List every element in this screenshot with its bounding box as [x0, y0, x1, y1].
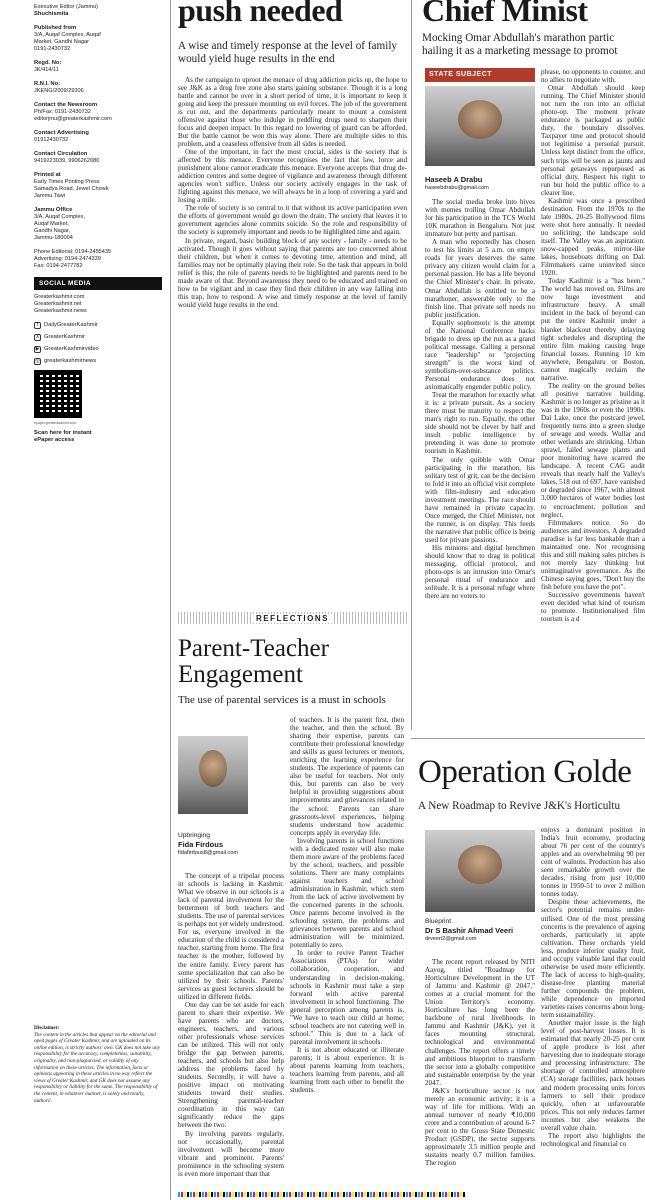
- color-swatch: [211, 1192, 213, 1197]
- website-link[interactable]: Greaterkashmir.com: [34, 294, 85, 300]
- printed-line: Samadya Road, Jewel Chowk: [34, 186, 109, 192]
- color-swatch: [178, 1192, 180, 1197]
- color-swatch: [382, 1192, 384, 1197]
- color-swatch: [409, 1192, 411, 1197]
- operation-col1: [425, 958, 535, 1190]
- author-byline: [425, 918, 535, 942]
- color-swatch: [274, 1192, 276, 1197]
- social-media-header: SOCIAL MEDIA: [34, 277, 162, 290]
- color-swatch: [271, 1192, 273, 1197]
- column-rule: [411, 0, 412, 730]
- color-swatch: [259, 1192, 261, 1197]
- executive-editor: [34, 4, 162, 18]
- social-link-label: GreaterKashmirvideo: [44, 346, 99, 352]
- operation-paragraph: The recent report released by NITI Aayog, titled "Roadmap for Horticulture Development in the UT of Jammu and Kashmir @ 2047," comes at a crucial moment for the Union Territory's economy. Horticulture has long been the backbone of rural livelihoods in Jammu and Kashmir (J&K), yet it faces mounting structural, technological and environmental challenges. The report offers a timely and ambitious blueprint to transform the sector into a globally competitive and sustainable enterprise by the year 2047.: [425, 958, 535, 1087]
- color-swatch: [442, 1192, 444, 1197]
- advertising-line: 01912430732: [34, 137, 69, 143]
- color-swatch: [196, 1192, 198, 1197]
- facebook-icon: f: [34, 322, 41, 329]
- color-swatch: [361, 1192, 363, 1197]
- chief-minister-paragraph: Omar Abdullah should keep running. The Chief Minister should not turn the run into an official photo-op. The moment private endurance is packaged as public duty, the boundary dissolves. Taxpayer time and protocol should not legitimise a personal pursuit. Unless kept distinct from the office, such trips will be seen as jaunts and personal getaways repurposed as official duty. Respect his right to run but hold the public office to a clearer line.: [541, 84, 645, 197]
- color-swatch: [424, 1192, 426, 1197]
- color-swatch: [238, 1192, 240, 1197]
- chief-minister-paragraph: Kashmir was once a prescribed destination. From the 1970s to the late 1980s, 20-25 Bollywood films were shot here annually. It needed no soliciting; the landscape sold itself. The Valley was an aspiration: snow-capped peaks, mirror-like lakes, houseboats drifting on Dal. Filmmakers came uninvited since 1920.: [541, 196, 645, 278]
- author-name: Haseeb A Drabu: [425, 175, 483, 184]
- color-swatch: [448, 1192, 450, 1197]
- social-link-label: DailyGreaterKashmir: [44, 322, 98, 328]
- newsroom-line: Ph/Fax: 0191-2430732: [34, 109, 91, 115]
- editorial-paragraph: As the campaign to uproot the menace of drug addiction picks up, the hope to see J&K as a drug free zone also starts gaining substance. Though it is a long battle and cannot be over in a short period of time, it is important to keep it going and keep the pressure mounting on evil forces. The job of the government is cut out, and the departments particularly meant to mount a consistent offensive against those who indulge in peddling drugs need to sharpen their focus and deepen impact. In this regard no lowering of guard can be afforded. But the battle cannot be won this way alone. There are multiple sides to this problem, and a ceaseless offensive from all sides is needed.: [178, 75, 407, 148]
- chief-minister-paragraph: His minions and digital henchmen should know that to drag in political messaging, official protocol, and photo-ops is an intrusion into Omar's personal ritual of endurance and solitude. It is a personal refuge where there are no voters to: [425, 544, 535, 601]
- color-swatch: [445, 1192, 447, 1197]
- parent-teacher-deck: The use of parental services is a must in schools: [178, 694, 386, 706]
- editorial-headline: push needed: [178, 0, 343, 28]
- chief-minister-deck-line: Mocking Omar Abdullah's marathon partic: [422, 32, 615, 44]
- qr-code: [34, 370, 82, 418]
- color-swatch: [214, 1192, 216, 1197]
- disclaimer-text: The content in the articles that appear on the editorial and oped pages of Greater Kashmir, and are uploaded on its online edition, is strictly authors' own. GK does not take any responsibility for the accuracy, completeness, suitability, originality, and non-plagiarised, or validity of any information on these articles. The information, facts or opinions appearing in these articles in no way reflect the views of Greater Kashmir, and GK does not assume any responsibility or liability for the same. The responsibility of the content, in whatever manner, is solely and totally, authors'.: [34, 1031, 160, 1104]
- color-swatch: [217, 1192, 219, 1197]
- chief-minister-paragraph: A man who reportedly has chosen to test his limits at 5 a.m. on empty roads for years deserves the same privacy any citizen would claim for a personal passion. He has a life beyond the Chief Minister's chair. In private, Omar Abdullah is entitled to be a marathoner, answerable only to the finish line. That private self needs no public justification.: [425, 238, 535, 319]
- color-swatch: [319, 1192, 321, 1197]
- social-link[interactable]: [34, 358, 162, 365]
- color-swatch: [253, 1192, 255, 1197]
- color-swatch: [439, 1192, 441, 1197]
- author-photo: [425, 830, 535, 912]
- jammu-office-line: Jammu-180004: [34, 235, 73, 241]
- color-swatch: [397, 1192, 399, 1197]
- color-swatch: [223, 1192, 225, 1197]
- website-list: [34, 294, 162, 315]
- editorial-paragraph: The role of society is so central to it that without its active participation even the efforts of government would go down the drain. The society that leaves it to government agencies alone commits suicide. So the role and responsibility of the society is supremely important and needs to be highlighted time and again.: [178, 204, 407, 237]
- color-swatch: [301, 1192, 303, 1197]
- color-swatch: [310, 1192, 312, 1197]
- chief-minister-deck-line: hailing it as a marketing message to promot: [422, 45, 618, 57]
- color-swatch: [463, 1192, 465, 1197]
- editorial-article: [178, 0, 407, 309]
- printed-line: Jammu Tawi: [34, 193, 65, 199]
- color-swatch: [427, 1192, 429, 1197]
- color-swatch: [220, 1192, 222, 1197]
- author-name: Fida Firdous: [178, 840, 223, 849]
- chief-minister-paragraph: Treat the marathon for exactly what it is: a private pursuit. As a society there must be maturity to respect the man's right to run. Equally, the other side should not be clever by half and insult public intelligence by pretending it was done to promote tourism in Kashmir.: [425, 391, 535, 456]
- published-from-line: Market, Gandhi Nagar: [34, 39, 90, 45]
- operation-paragraph: Despite these achievements, the sector's potential remains under-utilised. One of the most pressing concerns is the prevalence of ageing orchards, particularly in apple cultivation. These orchards yield less, produce inferior quality fruit, and occupy valuable land that could otherwise be used more efficiently. The lack of access to high-quality, disease-free planting material further compounds the problem, while dependence on imported varieties raises concerns about long-term sustainability.: [541, 898, 645, 1020]
- operation-col2: [541, 826, 645, 1190]
- color-swatch: [370, 1192, 372, 1197]
- printed-at: [34, 172, 162, 200]
- parent-teacher-headline-line: Parent-Teacher: [178, 635, 329, 662]
- chief-minister-paragraph: Equally sophomoric is the attempt of the National Conference hacks brigade to dress up the run as a grand political message. Calling a personal race "leadership" or "projecting strength" is the worst kind of symbolism-over-substance politics. Personal endurance does not axiomatically engender public policy.: [425, 318, 535, 392]
- newsroom-email[interactable]: editorjmu@greaterkashmir.com: [34, 116, 112, 122]
- operation-paragraph: enjoys a dominant position in India's fruit economy, producing about 76 per cent of the country's apples and an overwhelming 90 per cent of walnuts. Production has also seen remarkable growth over the decades, rising from just 10,000 tonnes in 1950-51 to over 2 million tonnes today.: [541, 826, 645, 899]
- color-swatch: [352, 1192, 354, 1197]
- operation-deck: A New Roadmap to Revive J&K's Horticultu: [418, 800, 621, 812]
- rni-value: JKENG/2009/29306: [34, 88, 84, 94]
- author-byline: [425, 174, 535, 191]
- parent-teacher-paragraph: In order to revive Parent Teacher Associations (PTAs) for wider collaboration, cooperation, and understanding in decision-making, schools in Kashmir must take a step forward with active parental involvement in school functioning. The general perception among parents is, "We have to teach our child at home; school teachers are not catering well in school." This is due to a lack of parental involvement in schools.: [290, 949, 404, 1046]
- qr-cta-line: ePaper access: [34, 437, 75, 443]
- author-name: Dr S Bashir Ahmad Veeri: [425, 926, 514, 935]
- executive-editor-label: Executive Editor (Jammu): [34, 4, 99, 10]
- regd-value: JK/414/11: [34, 67, 59, 73]
- color-swatch: [391, 1192, 393, 1197]
- phone-numbers: [34, 249, 162, 270]
- editorial-paragraph: In private, regard, basic building block of any society - family - needs to be activated. Though it goes without saying that parents are too concerned about their children, but when it comes to devoting time, attention and mind, all families may not be optimally playing their role. So the task that appears in bold relief is this; the role of parents needs to be highlighted and parents need to be made aware of that. Beyond awareness they need to be educated and trained on how to be vigilant and in case they find their children in any way falling into this trap, how to respond. A wise and timely response at the level of family would yield huge results in the end.: [178, 236, 407, 309]
- qr-cta-line: Scan here for instant: [34, 430, 92, 436]
- section-rule: [411, 738, 645, 739]
- color-swatch: [184, 1192, 186, 1197]
- parent-teacher-paragraph: One day can be set aside for each parent to share their expertise. We have parents who are doctors, engineers, teachers, and various other professionals whose services can be utilized. This will not only bridge the gap between parents, teachers, and schools but also help address the problems faced by students. Secondly, it will have a positive impact on motivating students toward their studies. Strengthening parental-teacher coordination in this way can significantly reduce the gaps between the two.: [178, 1000, 284, 1130]
- color-swatch: [385, 1192, 387, 1197]
- social-link-label: greaterkashmirnews: [44, 358, 97, 364]
- chief-minister-paragraph: The social media broke into hives with memes trolling Omar Abdullah for his participation in the TCS World 10K marathon in Bengaluru. Not just immature but petty and partisan.: [425, 198, 535, 239]
- x-icon: X: [35, 334, 40, 340]
- chief-minister-deck: [422, 32, 645, 58]
- social-link[interactable]: [34, 322, 162, 329]
- social-links: [34, 322, 162, 365]
- editorial-paragraph: One of the important, in fact the most crucial, sides is the society that is affected by this menace. Everyone recognises the fact that law, force and punishment alone cannot eradicate this menace. Everyone accepts that drug de-addiction centres and some degree of vigilance and awareness through different agencies won't suffice. Unless our society actively engages in the task of fighting against this menace, we will always be in a loop of covering a yard and losing a mile.: [178, 148, 407, 205]
- color-swatch: [460, 1192, 462, 1197]
- newsroom-head: Contact the Newsroom: [34, 102, 98, 108]
- color-swatch: [265, 1192, 267, 1197]
- author-photo: [425, 86, 535, 166]
- jammu-office-line: Gandhi Nagar,: [34, 228, 71, 234]
- rni-number: [34, 81, 162, 95]
- color-swatch: [400, 1192, 402, 1197]
- published-from: [34, 25, 162, 53]
- color-swatch: [328, 1192, 330, 1197]
- published-from-line: 0191-2430732: [34, 46, 71, 52]
- jammu-office: [34, 207, 162, 242]
- chief-minister-paragraph: Filmmakers notice. So do audiences and investors. A degraded paradise is far less bankable than a maintained one. Not recognising this and still making sales pitches is not merely lazy thinking but unimaginative governance. As the Chinese saying goes, "Don't buy the fish before you have the pot".: [541, 518, 645, 591]
- color-swatch: [298, 1192, 300, 1197]
- color-swatch: [229, 1192, 231, 1197]
- color-swatch: [187, 1192, 189, 1197]
- author-email[interactable]: haseebdrabu@gmail.com: [425, 185, 489, 191]
- disclaimer: [34, 1025, 162, 1104]
- color-swatch: [334, 1192, 336, 1197]
- color-swatch: [283, 1192, 285, 1197]
- color-swatch: [262, 1192, 264, 1197]
- color-swatch: [304, 1192, 306, 1197]
- contact-newsroom: [34, 102, 162, 123]
- parent-teacher-col2: [290, 716, 404, 1094]
- chief-minister-paragraph: please, no opponents to counter, and no allies to negotiate with.: [541, 68, 645, 85]
- parent-teacher-paragraph: The concept of a tripolar process in schools is lacking in Kashmir. What we observe in our schools is a lack of parental involvement for the betterment of both teachers and students. The use of parental services is perhaps not yet widely understood. For us, everyone involved in the education of the child is considered a teacher, starting from home. The first teacher is the mother, followed by the entire family. Every parent has some specialization that can also be utilized by their schools. Parents' services as guest lecturers should be utilized in different fields.: [178, 872, 284, 1001]
- published-from-line: 3/A, Auqaf Complex, Auqaf: [34, 32, 101, 38]
- phone-line: Advertising: 0194-2474339: [34, 256, 101, 262]
- color-swatch: [412, 1192, 414, 1197]
- color-swatch: [340, 1192, 342, 1197]
- print-color-bar: [178, 1192, 645, 1197]
- chief-minister-paragraph: The reality on the ground belies all positive narrative building. Kashmir is no longer as pristine as it was in the 1960s or even the 1990s. Dal Lake, once the postcard jewel, frequently turns into a green sludge of sewage and weeds. Wullar and other wetlands are shrinking. Urban sprawl, failed sewage plants and poor monitoring have scarred the landscape. A recent CAG audit reveals that nearly half the Valley's lakes, 518 out of 697, have vanished or degraded since 1967, with almost 3,000 hectares of water bodies lost to encroachment, pollution and neglect.: [541, 381, 645, 519]
- instagram-icon: ◎: [35, 358, 40, 364]
- color-swatch: [349, 1192, 351, 1197]
- parent-teacher-headline-line: Engagement: [178, 661, 303, 688]
- color-swatch: [307, 1192, 309, 1197]
- color-swatch: [295, 1192, 297, 1197]
- color-swatch: [202, 1192, 204, 1197]
- rni-head: R.N.I. No:: [34, 81, 61, 87]
- color-swatch: [247, 1192, 249, 1197]
- author-byline: [178, 832, 278, 856]
- published-from-head: Published from: [34, 25, 77, 31]
- color-swatch: [289, 1192, 291, 1197]
- chief-minister-paragraph: The only quibble with Omar participating in the marathon, his solitary test of grit, can be the decision to fold it into an official visit complete with film-industry and education investment meetings. The race should have remained in private capacity. Once merged, the Chief Minister, not the runner, is on display. This feeds the narrative that public office is being used for private passions.: [425, 455, 535, 544]
- color-swatch: [208, 1192, 210, 1197]
- operation-headline: Operation Golde: [418, 754, 632, 790]
- social-link-label: GreaterKashmir: [44, 334, 85, 340]
- operation-paragraph: J&K's horticulture sector is not merely an economic activity; it is a way of life for millions. With an annual turnover of nearly ₹10,000 crore and a contribution of around 6-7 per cent to the Gross State Domestic Product (GSDP), the sector supports approximately 3.5 million people and sustains nearly 0.7 million families. The region: [425, 1086, 535, 1168]
- chief-minister-col2: [541, 68, 645, 734]
- color-swatch: [190, 1192, 192, 1197]
- qr-note: epaper.greaterkashmir.com: [34, 421, 77, 425]
- social-link[interactable]: [34, 346, 162, 353]
- circulation-line: 9419223039, 9906262080: [34, 158, 100, 164]
- chief-minister-col1: [425, 198, 535, 600]
- advertising-head: Contact Advertising: [34, 130, 89, 136]
- color-swatch: [193, 1192, 195, 1197]
- color-swatch: [244, 1192, 246, 1197]
- color-swatch: [364, 1192, 366, 1197]
- color-swatch: [226, 1192, 228, 1197]
- color-swatch: [331, 1192, 333, 1197]
- phone-line: Phone Editorial: 0194-2455435: [34, 249, 112, 255]
- jammu-office-line: 3/A, Auqaf Complex,: [34, 214, 85, 220]
- disclaimer-title: Disclaimer:: [34, 1025, 60, 1031]
- color-swatch: [343, 1192, 345, 1197]
- color-swatch: [418, 1192, 420, 1197]
- operation-paragraph: Another major issue is the high level of post-harvest losses. It is estimated that nearly 20-25 per cent of apple produce is lost after harvesting due to inadequate storage and processing infrastructure. The shortage of controlled atmosphere (CA) storage facilities, pack houses and modern processing units forces farmers to sell their produce quickly, often at unfavourable prices. This not only reduces farmer incomes but also weakens the overall value chain.: [541, 1019, 645, 1132]
- color-swatch: [454, 1192, 456, 1197]
- author-email[interactable]: fidafirdous8@gmail.com: [178, 850, 239, 856]
- color-swatch: [322, 1192, 324, 1197]
- color-swatch: [451, 1192, 453, 1197]
- color-swatch: [379, 1192, 381, 1197]
- chief-minister-headline: Chief Minist: [422, 0, 588, 28]
- color-swatch: [436, 1192, 438, 1197]
- color-swatch: [277, 1192, 279, 1197]
- color-swatch: [433, 1192, 435, 1197]
- color-swatch: [286, 1192, 288, 1197]
- color-swatch: [358, 1192, 360, 1197]
- social-link[interactable]: [34, 334, 162, 341]
- color-swatch: [205, 1192, 207, 1197]
- column-rule: [170, 0, 171, 1200]
- parent-teacher-paragraph: of teachers. It is the parent first, then the teacher, and then the school. By sharing their expertise, parents can contribute their professional knowledge and skills as guest lecturers or mentors, enriching the learning experience for students. The experience of parents can also be useful for teachers. Not only this, but parents can also be very helpful in providing suggestions about improvements and grievances related to the school. Parents can share grassroots-level experiences, helping students understand how academic concepts apply in everyday life.: [290, 716, 404, 837]
- state-subject-label: STATE SUBJECT: [425, 68, 535, 82]
- color-swatch: [394, 1192, 396, 1197]
- regd-number: [34, 60, 162, 74]
- color-swatch: [313, 1192, 315, 1197]
- author-email[interactable]: drveeri2@gmail.com: [425, 936, 477, 942]
- qr-cta: [34, 430, 162, 444]
- printed-head: Printed at: [34, 172, 61, 178]
- color-swatch: [421, 1192, 423, 1197]
- jammu-office-line: Auqaf Market,: [34, 221, 69, 227]
- color-swatch: [316, 1192, 318, 1197]
- color-swatch: [457, 1192, 459, 1197]
- color-swatch: [415, 1192, 417, 1197]
- chief-minister-paragraph: Today Kashmir is a "has been." The world has moved on. Films are now huge investment and infrastructure heavy. A small incident in the back of beyond can put the entire Kashmir under a blanket blackout thereby delaying tight schedules and disrupting the entire film making causing huge financial losses. Running 10 km anywhere, Bengaluru or Boston, cannot magically reclaim the narrative.: [541, 277, 645, 382]
- color-swatch: [199, 1192, 201, 1197]
- author-kind: Upbringing: [178, 832, 210, 839]
- color-swatch: [388, 1192, 390, 1197]
- editorial-deck: A wise and timely response at the level of family would yield huge results in the end: [178, 40, 398, 65]
- color-swatch: [292, 1192, 294, 1197]
- masthead-sidebar: [0, 0, 170, 1200]
- executive-editor-name: Shuchismita: [34, 11, 69, 17]
- contact-advertising: [34, 130, 162, 144]
- color-swatch: [232, 1192, 234, 1197]
- color-swatch: [346, 1192, 348, 1197]
- color-swatch: [280, 1192, 282, 1197]
- parent-teacher-col1: [178, 872, 284, 1178]
- color-swatch: [181, 1192, 183, 1197]
- parent-teacher-paragraph: Involving parents in school functions with a dedicated roster will also make them more aware of the problems faced by the school, teachers, and possible solutions. There are many complaints against teachers and school administration in Kashmir, which stem from the lack of active involvement by the concerned parents in the schools. Once parents become involved in the schooling system, the problems and grievances between parents and school administration will be minimized, potentially to zero.: [290, 836, 404, 950]
- color-swatch: [337, 1192, 339, 1197]
- contact-circulation: [34, 151, 162, 165]
- phone-line: Fax: 0194-2477782: [34, 263, 83, 269]
- parent-teacher-paragraph: It is not about educated or illiterate parents; it is about experience. It is about parents learning from teachers, teachers learning from parents, and all learning from each other to benefit the students.: [290, 1045, 404, 1095]
- color-swatch: [241, 1192, 243, 1197]
- color-swatch: [376, 1192, 378, 1197]
- color-swatch: [268, 1192, 270, 1197]
- jammu-office-head: Jammu Office: [34, 207, 73, 213]
- color-swatch: [250, 1192, 252, 1197]
- author-photo: [178, 736, 248, 814]
- color-swatch: [367, 1192, 369, 1197]
- color-swatch: [235, 1192, 237, 1197]
- color-swatch: [403, 1192, 405, 1197]
- chief-minister-paragraph: Successive governments haven't even decided what kind of tourism to promote. Institutionalised film tourism is a d: [541, 591, 645, 624]
- color-swatch: [430, 1192, 432, 1197]
- youtube-icon: ▶: [35, 346, 40, 352]
- color-swatch: [256, 1192, 258, 1197]
- parent-teacher-paragraph: By involving parents regularly, not occasionally, parental involvement will become more vibrant and prominent. Parents' prominence in the schooling system is even more important than that: [178, 1129, 284, 1178]
- color-swatch: [406, 1192, 408, 1197]
- circulation-head: Contact Circulation: [34, 151, 88, 157]
- color-swatch: [325, 1192, 327, 1197]
- editorial-body: [178, 76, 407, 309]
- color-swatch: [373, 1192, 375, 1197]
- author-kind: Blueprint: [425, 918, 452, 925]
- operation-paragraph: The report also highlights the technological and financial co: [541, 1131, 645, 1148]
- reflections-label: REFLECTIONS: [252, 614, 333, 623]
- parent-teacher-headline: [178, 636, 407, 688]
- printed-line: Early Times Printing Press: [34, 179, 100, 185]
- website-link[interactable]: Greaterkashmir.news: [34, 308, 87, 314]
- website-link[interactable]: Greaterkashmir.net: [34, 301, 82, 307]
- regd-head: Regd. No:: [34, 60, 62, 66]
- reflections-banner: [178, 612, 407, 624]
- color-swatch: [355, 1192, 357, 1197]
